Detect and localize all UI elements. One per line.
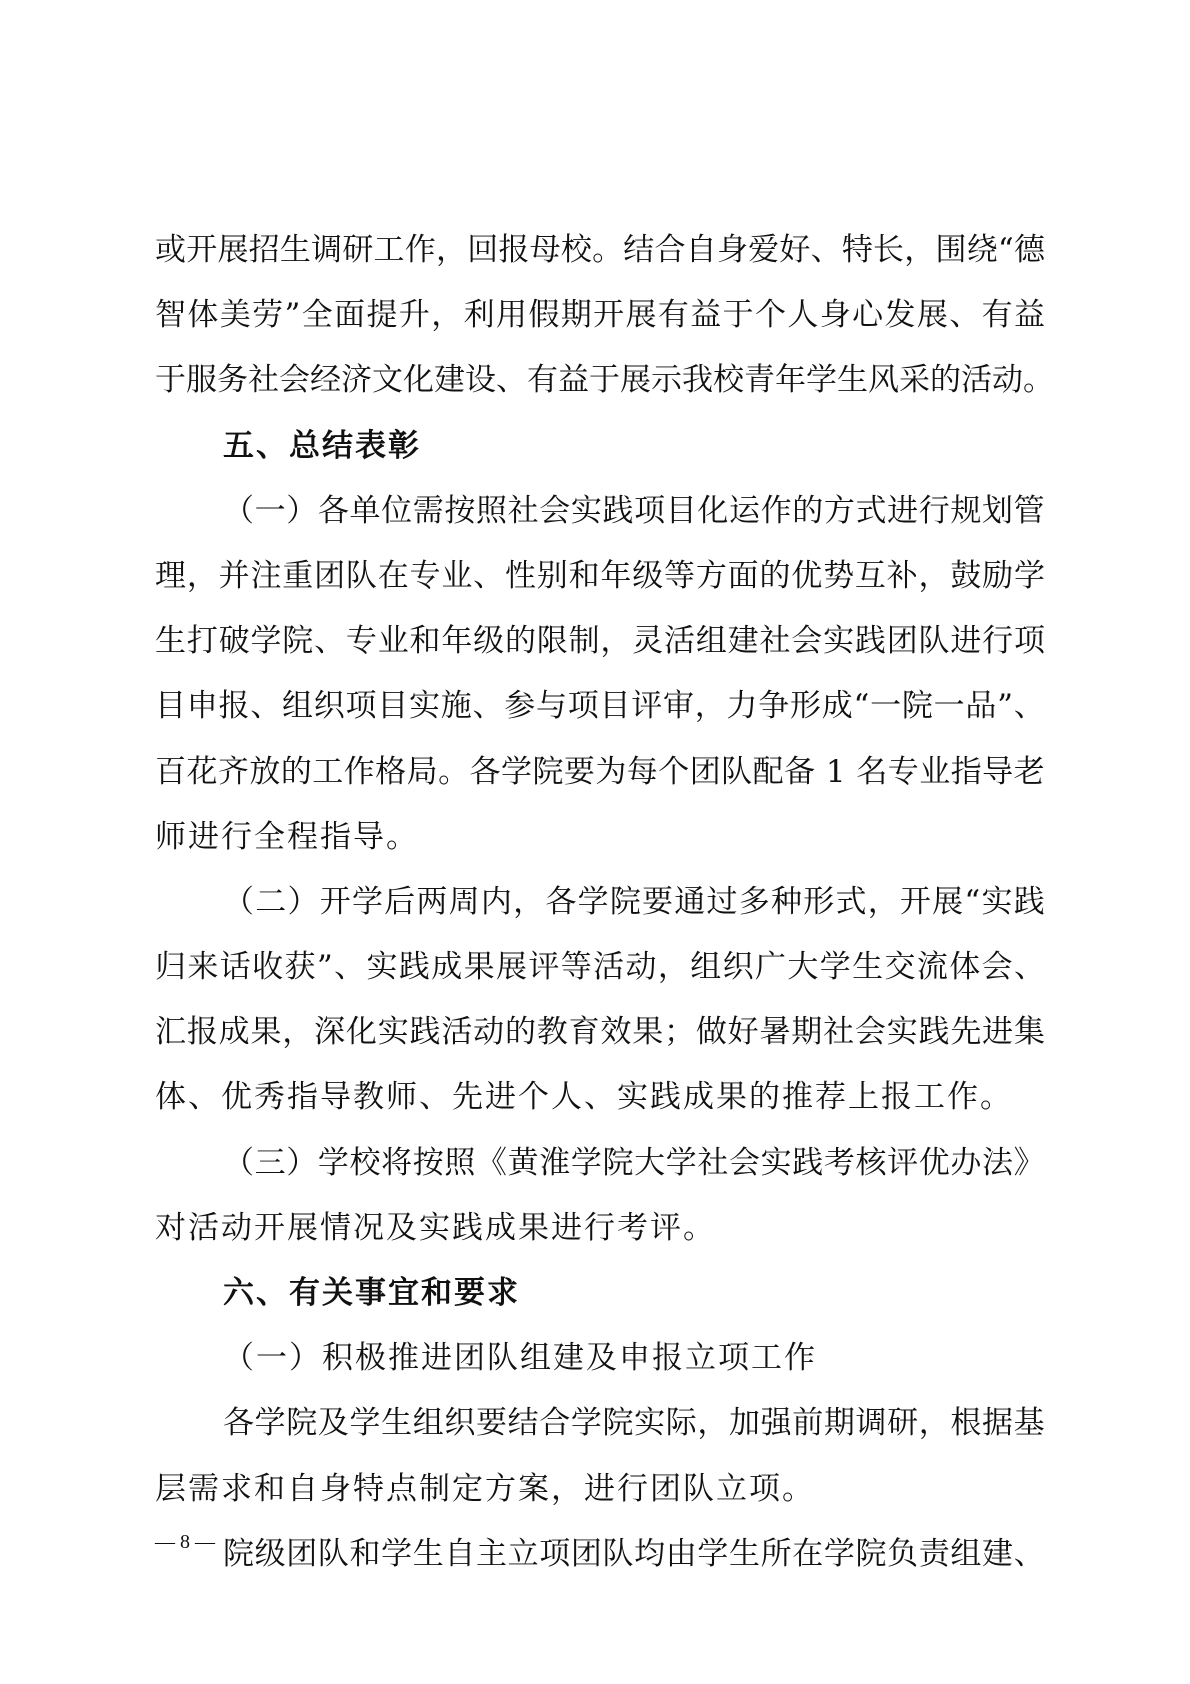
text-line: （ 二 ） 开 学 后 两 周 内 ， 各 学 院 要 通 过 多 种 形 式 ， 开 展 “ 实 践 [223, 883, 1045, 920]
text-line: 生 打 破 学 院 、 专 业 和 年 级 的 限 制 ， 灵 活 组 建 社 会 实 践 团 队 进 行 项 [155, 623, 1045, 660]
document-body [155, 218, 1054, 1587]
text-line: 或 开 展 招 生 调 研 工 作 ， 回 报 母 校 。 结 合 自 身 爱 好 、 特 长 ， 围 绕 “ 德 [155, 232, 1045, 268]
text-line: 对活动开展情况及实践成果进行考评。 [155, 1209, 716, 1246]
text-line: 体、优秀指导教师、先进个人、实践成果的推荐上报工作。 [155, 1079, 1013, 1116]
text-line: 师进行全程指导。 [155, 818, 419, 855]
text-line: 智 体 美 劳 ” 全 面 提 升 ， 利 用 假 期 开 展 有 益 于 个 人 身 心 发 展 、 有 益 [155, 297, 1045, 334]
text-line: （ 三 ） 学 校 将 按 照 《 黄 淮 学 院 大 学 社 会 实 践 考 核 评 优 办 法 》 [223, 1144, 1045, 1181]
text-line: 汇 报 成 果 ， 深 化 实 践 活 动 的 教 育 效 果 ； 做 好 暑 期 社 会 实 践 先 进 集 [155, 1014, 1045, 1051]
section-heading: 五、总结表彰 [223, 427, 421, 464]
text-line: （ 一 ） 各 单 位 需 按 照 社 会 实 践 项 目 化 运 作 的 方 式 进 行 规 划 管 [223, 492, 1045, 529]
text-line: 归 来 话 收 获 ” 、 实 践 成 果 展 评 等 活 动 ， 组 织 广 大 学 生 交 流 体 会 、 [155, 949, 1045, 986]
text-line: 层需求和自身特点制定方案，进行团队立项。 [155, 1470, 815, 1507]
text-line: 各 学 院 及 学 生 组 织 要 结 合 学 院 实 际 ， 加 强 前 期 调 研 ， 根 据 基 [223, 1405, 1045, 1442]
section-heading: 六、有关事宜和要求 [223, 1275, 520, 1311]
page-number: — 8 — [155, 1531, 215, 1553]
text-line: 院 级 团 队 和 学 生 自 主 立 项 团 队 均 由 学 生 所 在 学 院 负 责 组 建 、 [223, 1535, 1045, 1572]
text-line: 理 ， 并 注 重 团 队 在 专 业 、 性 别 和 年 级 等 方 面 的 优 势 互 补 ， 鼓 励 学 [155, 557, 1045, 594]
text-line: 目 申 报 、 组 织 项 目 实 施 、 参 与 项 目 评 审 ， 力 争 形 成 “ 一 院 一 品 ” 、 [155, 688, 1045, 725]
text-line: 于 服 务 社 会 经 济 文 化 建 设 、 有 益 于 展 示 我 校 青 年 学 生 风 采 的 活 动 。 [155, 362, 1054, 399]
subsection-heading: （一）积极推进团队组建及申报立项工作 [223, 1340, 817, 1377]
text-line: 百 花 齐 放 的 工 作 格 局 。 各 学 院 要 为 每 个 团 队 配 备 1 名 专 业 指 导 老 [155, 753, 1045, 790]
